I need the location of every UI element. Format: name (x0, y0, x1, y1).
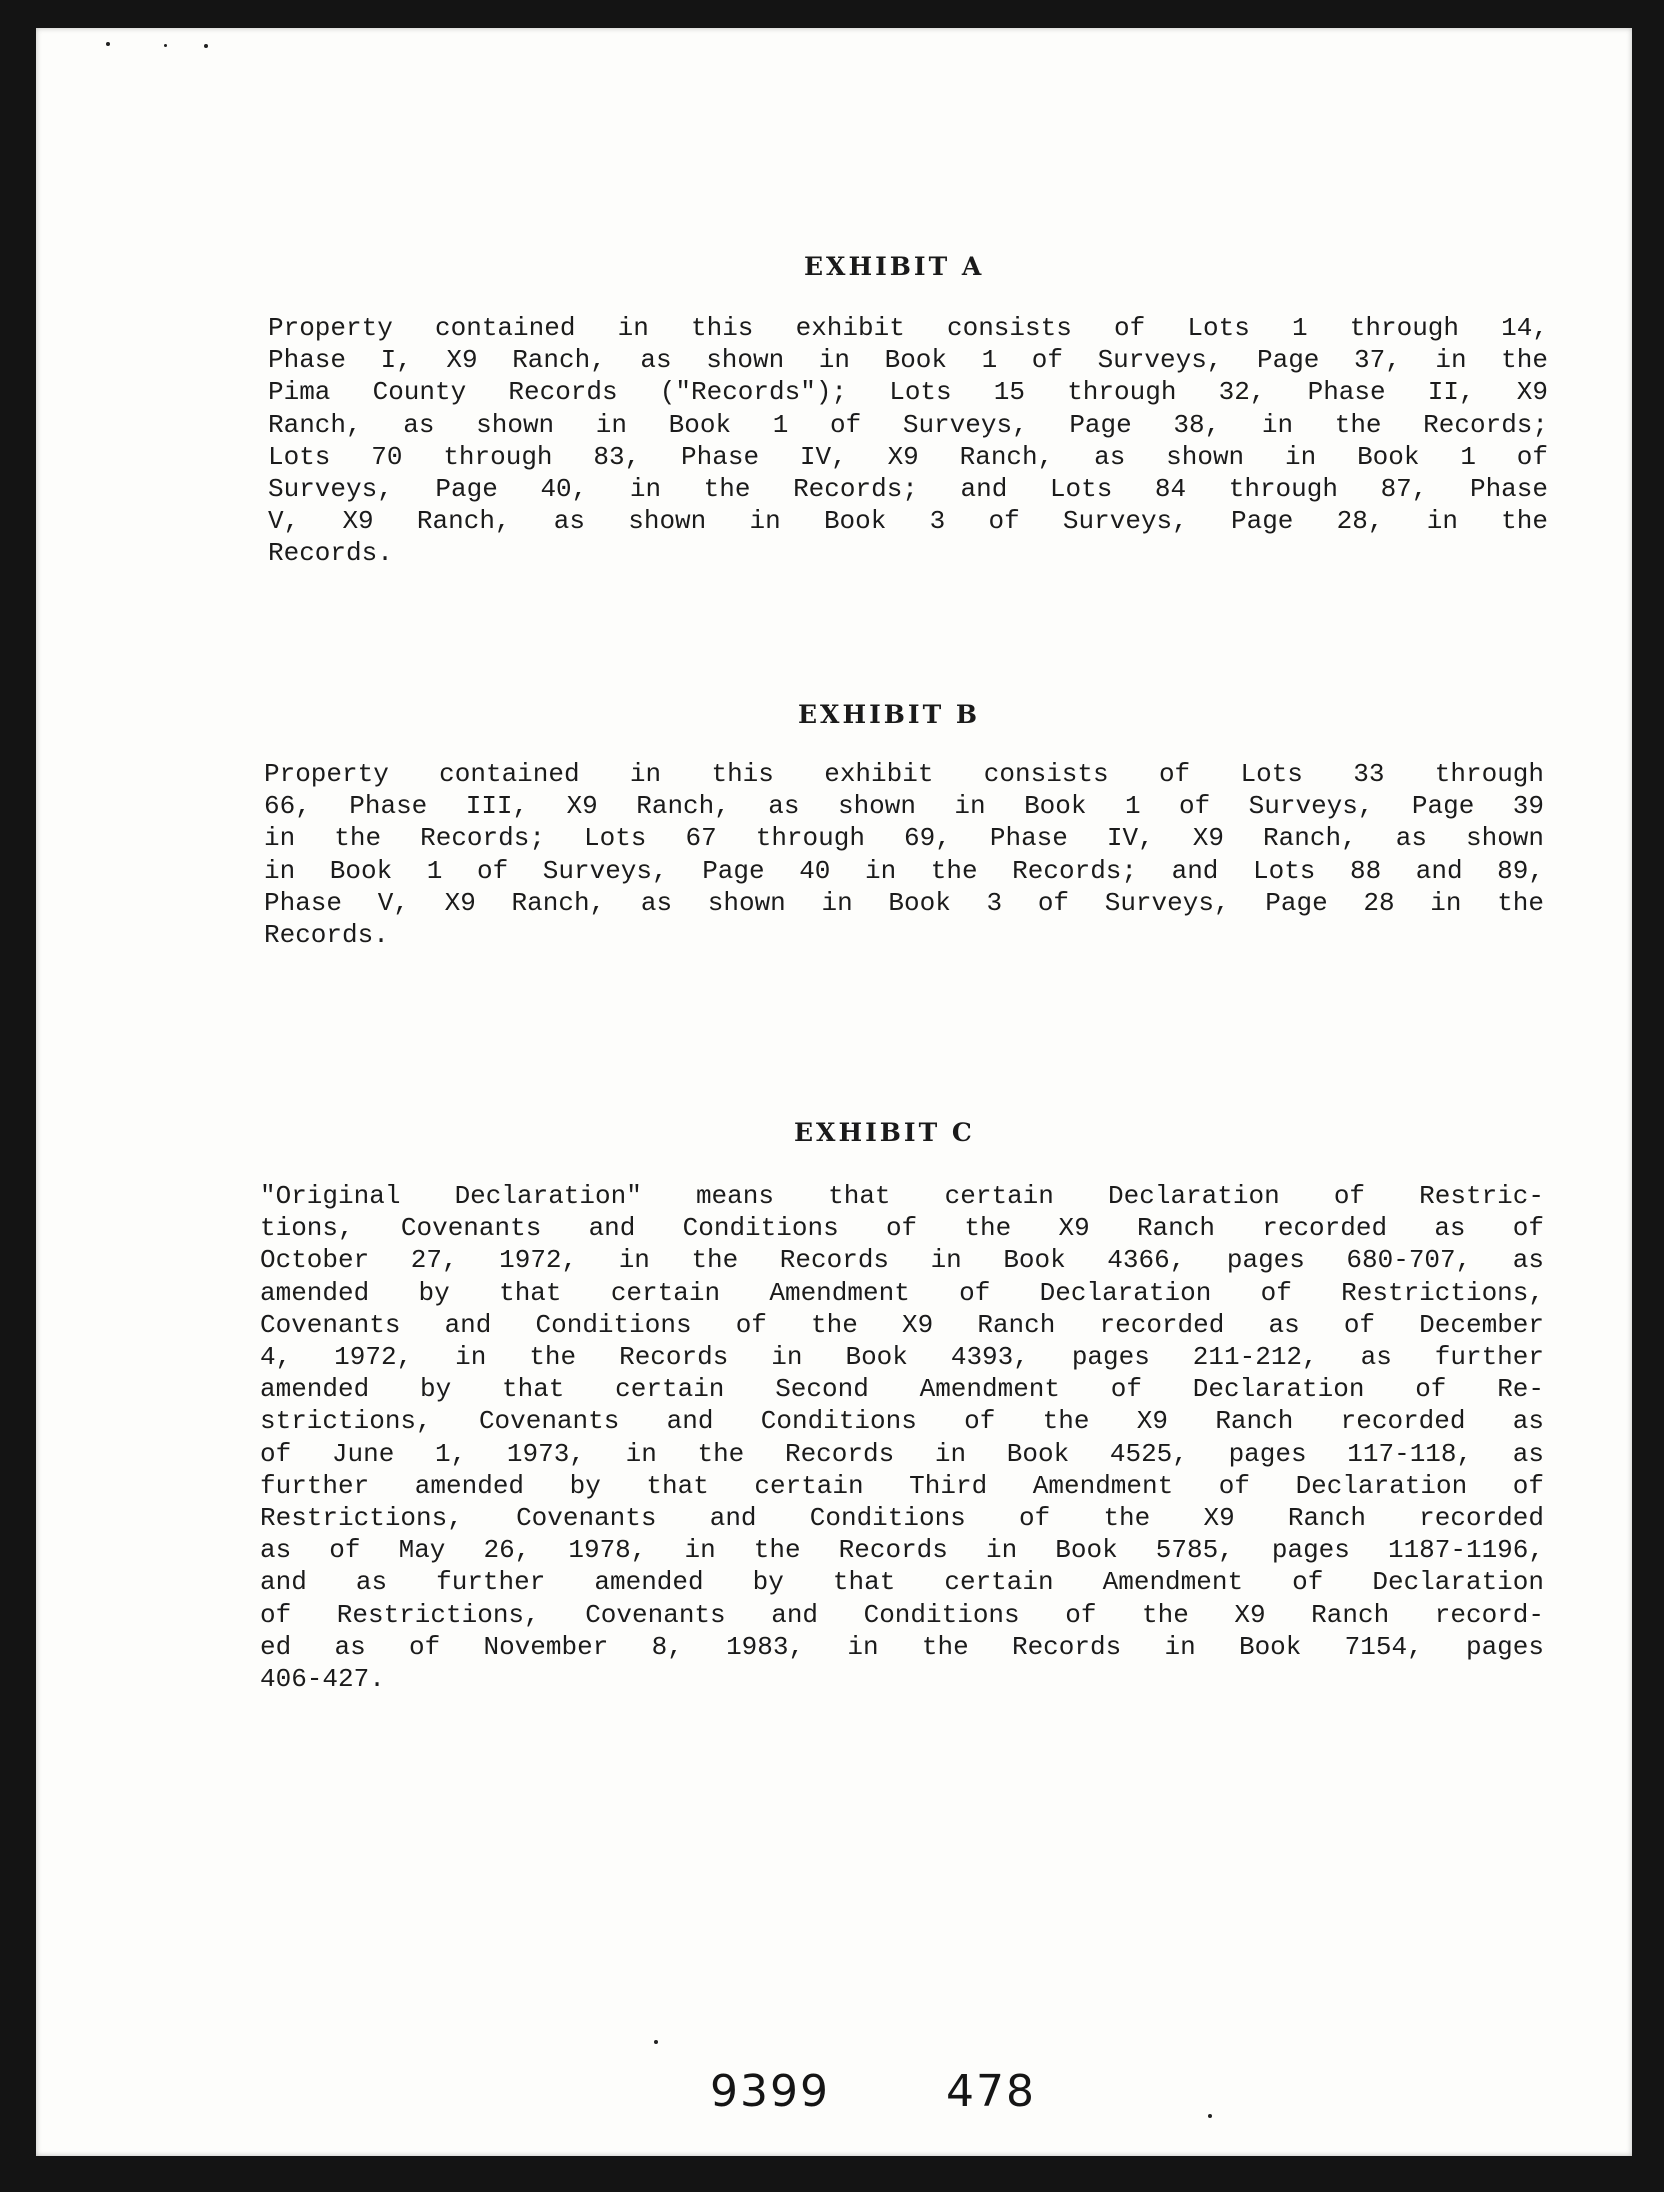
text-line: in the Records; Lots 67 through 69, Phase IV, X9 Ranch, as shown (264, 823, 1544, 854)
text-line: Phase I, X9 Ranch, as shown in Book 1 of Surveys, Page 37, in the (268, 345, 1548, 376)
text-line: in Book 1 of Surveys, Page 40 in the Records; and Lots 88 and 89, (264, 855, 1544, 886)
text-line: 406-427. (260, 1664, 385, 1695)
exhibit-c-heading: EXHIBIT C (794, 1118, 975, 1147)
text-line: amended by that certain Second Amendment of Declaration of Re- (260, 1374, 1544, 1405)
book-number: 9399 (710, 2066, 830, 2117)
text-line: "Original Declaration" means that certain Declaration of Restric- (260, 1181, 1544, 1211)
text-line: amended by that certain Amendment of Declaration of Restrictions, (260, 1277, 1544, 1308)
text-line: of Restrictions, Covenants and Conditions of the X9 Ranch record- (260, 1599, 1544, 1630)
text-line: as of May 26, 1978, in the Records in Book 5785, pages 1187-1196, (260, 1535, 1544, 1566)
text-line: Pima County Records ("Records"); Lots 15 through 32, Phase II, X9 (268, 377, 1548, 408)
text-line: 66, Phase III, X9 Ranch, as shown in Book 1 of Surveys, Page 39 (264, 791, 1544, 822)
document-page (36, 28, 1632, 2156)
text-line: ed as of November 8, 1983, in the Records in Book 7154, pages (260, 1631, 1544, 1662)
text-line: of June 1, 1973, in the Records in Book 4525, pages 117-118, as (260, 1438, 1544, 1469)
exhibit-a-text (268, 312, 1548, 570)
page-number: 478 (946, 2066, 1036, 2117)
text-line: Phase V, X9 Ranch, as shown in Book 3 of Surveys, Page 28 in the (264, 887, 1544, 918)
text-line: Covenants and Conditions of the X9 Ranch recorded as of December (260, 1309, 1544, 1340)
text-line: V, X9 Ranch, as shown in Book 3 of Surveys, Page 28, in the (268, 506, 1548, 537)
text-line: Records. (264, 920, 389, 951)
exhibit-b-text (264, 758, 1544, 951)
scan-speck (1208, 2114, 1212, 2118)
text-line: Restrictions, Covenants and Conditions of the X9 Ranch recorded (260, 1503, 1544, 1534)
text-line: Lots 70 through 83, Phase IV, X9 Ranch, as shown in Book 1 of (268, 441, 1548, 472)
exhibit-c-text (260, 1180, 1544, 1695)
text-line: strictions, Covenants and Conditions of the X9 Ranch recorded as (260, 1406, 1544, 1437)
text-line: tions, Covenants and Conditions of the X9 Ranch recorded as of (260, 1213, 1544, 1244)
scan-speck (204, 44, 208, 48)
scan-speck (106, 42, 110, 46)
scan-speck (654, 2040, 658, 2044)
text-line: October 27, 1972, in the Records in Book 4366, pages 680-707, as (260, 1245, 1544, 1276)
exhibit-b-heading: EXHIBIT B (798, 700, 981, 729)
text-line: Ranch, as shown in Book 1 of Surveys, Page 38, in the Records; (268, 409, 1548, 440)
text-line: 4, 1972, in the Records in Book 4393, pages 211-212, as further (260, 1342, 1544, 1373)
text-line: further amended by that certain Third Amendment of Declaration of (260, 1470, 1544, 1501)
text-line: Property contained in this exhibit consists of Lots 1 through 14, (268, 313, 1548, 343)
text-line: Records. (268, 538, 393, 569)
text-line: Property contained in this exhibit consists of Lots 33 through (264, 759, 1544, 789)
text-line: and as further amended by that certain Amendment of Declaration (260, 1567, 1544, 1598)
text-line: Surveys, Page 40, in the Records; and Lots 84 through 87, Phase (268, 474, 1548, 505)
exhibit-a-heading: EXHIBIT A (804, 252, 985, 281)
scan-speck (164, 44, 167, 47)
